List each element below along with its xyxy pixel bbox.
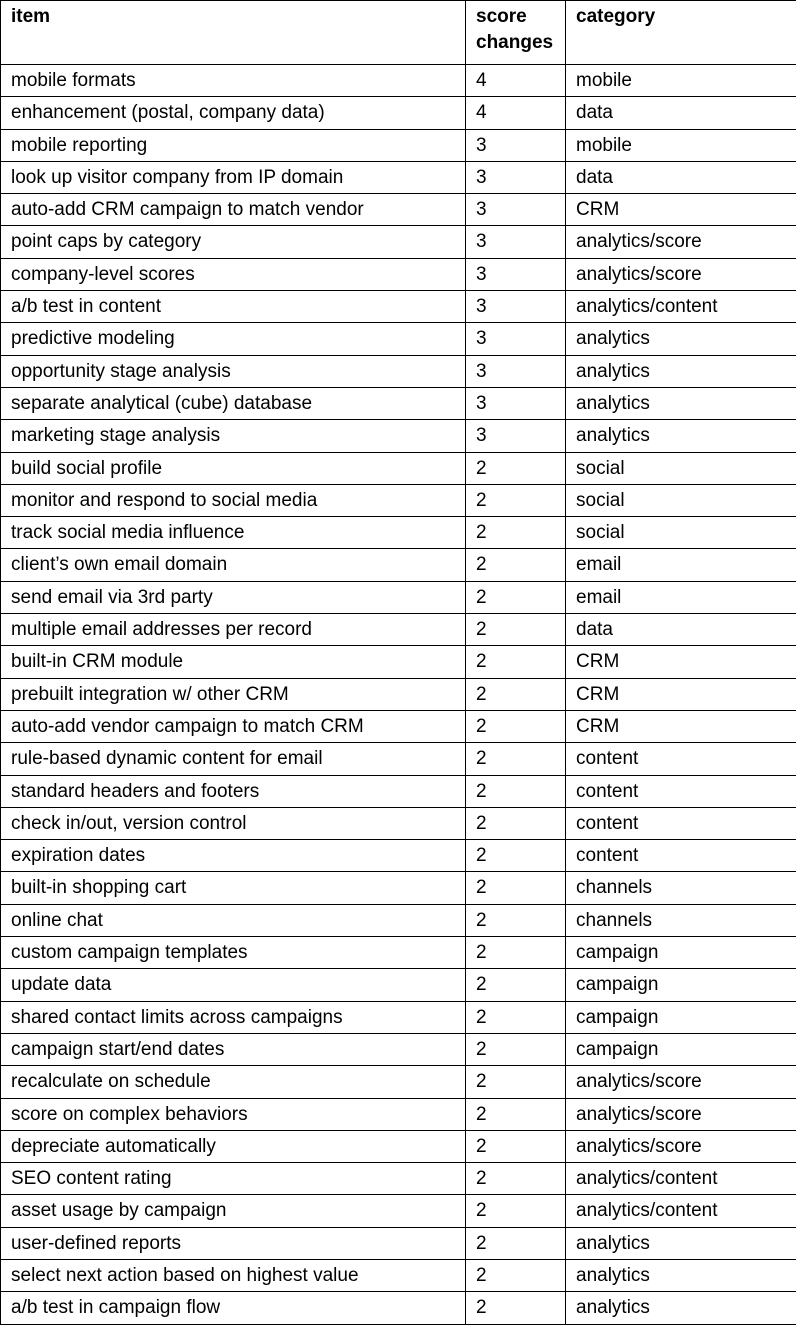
cell-score-changes: 2 — [466, 517, 566, 549]
cell-score-changes: 2 — [466, 549, 566, 581]
table-row — [1, 1227, 796, 1259]
table-row — [1, 484, 796, 516]
cell-item: look up visitor company from IP domain — [1, 161, 466, 193]
cell-score-changes: 2 — [466, 646, 566, 678]
cell-category: campaign — [566, 969, 796, 1001]
cell-item: auto-add CRM campaign to match vendor — [1, 194, 466, 226]
table-row — [1, 355, 796, 387]
cell-category: content — [566, 775, 796, 807]
cell-item: company-level scores — [1, 258, 466, 290]
cell-item: marketing stage analysis — [1, 420, 466, 452]
cell-category: data — [566, 614, 796, 646]
cell-item: mobile reporting — [1, 129, 466, 161]
cell-item: built-in shopping cart — [1, 872, 466, 904]
table-row — [1, 387, 796, 419]
table-row — [1, 872, 796, 904]
cell-item: standard headers and footers — [1, 775, 466, 807]
cell-category: content — [566, 743, 796, 775]
cell-score-changes: 2 — [466, 775, 566, 807]
cell-item: shared contact limits across campaigns — [1, 1001, 466, 1033]
cell-score-changes: 2 — [466, 1033, 566, 1065]
cell-item: recalculate on schedule — [1, 1066, 466, 1098]
table-row — [1, 1292, 796, 1324]
cell-category: CRM — [566, 194, 796, 226]
cell-item: predictive modeling — [1, 323, 466, 355]
cell-score-changes: 2 — [466, 1001, 566, 1033]
table-row — [1, 129, 796, 161]
cell-score-changes: 2 — [466, 872, 566, 904]
cell-score-changes: 3 — [466, 129, 566, 161]
cell-score-changes: 4 — [466, 65, 566, 97]
table-row — [1, 1066, 796, 1098]
cell-score-changes: 3 — [466, 258, 566, 290]
cell-category: analytics/content — [566, 1195, 796, 1227]
cell-category: social — [566, 452, 796, 484]
header-item: item — [1, 1, 466, 65]
cell-score-changes: 2 — [466, 1227, 566, 1259]
cell-item: prebuilt integration w/ other CRM — [1, 678, 466, 710]
cell-item: asset usage by campaign — [1, 1195, 466, 1227]
table-row — [1, 646, 796, 678]
cell-item: score on complex behaviors — [1, 1098, 466, 1130]
cell-category: analytics — [566, 1227, 796, 1259]
cell-score-changes: 2 — [466, 840, 566, 872]
cell-category: mobile — [566, 129, 796, 161]
cell-item: user-defined reports — [1, 1227, 466, 1259]
cell-category: data — [566, 161, 796, 193]
cell-score-changes: 2 — [466, 1292, 566, 1324]
table-row — [1, 258, 796, 290]
cell-item: separate analytical (cube) database — [1, 387, 466, 419]
table-row — [1, 226, 796, 258]
cell-category: campaign — [566, 937, 796, 969]
cell-score-changes: 2 — [466, 1130, 566, 1162]
table-row — [1, 161, 796, 193]
cell-category: CRM — [566, 678, 796, 710]
table-row — [1, 420, 796, 452]
table-row — [1, 614, 796, 646]
table-body — [1, 65, 796, 1325]
cell-score-changes: 2 — [466, 452, 566, 484]
cell-category: email — [566, 549, 796, 581]
cell-category: channels — [566, 872, 796, 904]
table-row — [1, 1163, 796, 1195]
cell-category: analytics/content — [566, 291, 796, 323]
cell-category: analytics/score — [566, 1130, 796, 1162]
cell-category: campaign — [566, 1033, 796, 1065]
cell-item: multiple email addresses per record — [1, 614, 466, 646]
cell-score-changes: 3 — [466, 161, 566, 193]
table-row — [1, 1259, 796, 1291]
table-row — [1, 1001, 796, 1033]
cell-item: update data — [1, 969, 466, 1001]
cell-category: CRM — [566, 646, 796, 678]
cell-category: email — [566, 581, 796, 613]
cell-item: send email via 3rd party — [1, 581, 466, 613]
cell-score-changes: 2 — [466, 1098, 566, 1130]
table-row — [1, 710, 796, 742]
cell-category: analytics — [566, 323, 796, 355]
table-row — [1, 291, 796, 323]
cell-score-changes: 2 — [466, 1066, 566, 1098]
cell-category: campaign — [566, 1001, 796, 1033]
cell-item: online chat — [1, 904, 466, 936]
cell-category: social — [566, 517, 796, 549]
cell-item: auto-add vendor campaign to match CRM — [1, 710, 466, 742]
cell-item: enhancement (postal, company data) — [1, 97, 466, 129]
cell-item: track social media influence — [1, 517, 466, 549]
table-row — [1, 452, 796, 484]
cell-item: monitor and respond to social media — [1, 484, 466, 516]
cell-score-changes: 2 — [466, 904, 566, 936]
cell-item: expiration dates — [1, 840, 466, 872]
cell-score-changes: 3 — [466, 291, 566, 323]
table-row — [1, 323, 796, 355]
cell-score-changes: 2 — [466, 807, 566, 839]
cell-score-changes: 2 — [466, 614, 566, 646]
table-row — [1, 1195, 796, 1227]
cell-category: content — [566, 807, 796, 839]
cell-category: analytics — [566, 1259, 796, 1291]
cell-item: select next action based on highest value — [1, 1259, 466, 1291]
cell-item: custom campaign templates — [1, 937, 466, 969]
cell-score-changes: 2 — [466, 1195, 566, 1227]
cell-item: built-in CRM module — [1, 646, 466, 678]
cell-category: social — [566, 484, 796, 516]
table-row — [1, 194, 796, 226]
table-row — [1, 775, 796, 807]
table-row — [1, 1130, 796, 1162]
cell-score-changes: 3 — [466, 387, 566, 419]
cell-score-changes: 2 — [466, 678, 566, 710]
table-row — [1, 65, 796, 97]
cell-item: client’s own email domain — [1, 549, 466, 581]
table-row — [1, 517, 796, 549]
table-row — [1, 678, 796, 710]
cell-item: build social profile — [1, 452, 466, 484]
table-row — [1, 581, 796, 613]
header-category: category — [566, 1, 796, 65]
cell-category: channels — [566, 904, 796, 936]
table-row — [1, 549, 796, 581]
cell-score-changes: 2 — [466, 581, 566, 613]
cell-item: opportunity stage analysis — [1, 355, 466, 387]
cell-score-changes: 2 — [466, 937, 566, 969]
cell-score-changes: 4 — [466, 97, 566, 129]
cell-item: a/b test in campaign flow — [1, 1292, 466, 1324]
cell-category: data — [566, 97, 796, 129]
cell-score-changes: 3 — [466, 323, 566, 355]
table-row — [1, 969, 796, 1001]
cell-item: point caps by category — [1, 226, 466, 258]
cell-category: content — [566, 840, 796, 872]
cell-category: analytics/score — [566, 258, 796, 290]
cell-score-changes: 3 — [466, 226, 566, 258]
table-row — [1, 807, 796, 839]
table-row — [1, 937, 796, 969]
table-header — [1, 1, 796, 65]
cell-score-changes: 2 — [466, 969, 566, 1001]
cell-score-changes: 3 — [466, 194, 566, 226]
cell-score-changes: 3 — [466, 420, 566, 452]
cell-item: mobile formats — [1, 65, 466, 97]
cell-item: check in/out, version control — [1, 807, 466, 839]
table-row — [1, 840, 796, 872]
cell-item: a/b test in content — [1, 291, 466, 323]
table-row — [1, 904, 796, 936]
cell-category: analytics — [566, 387, 796, 419]
table-row — [1, 97, 796, 129]
cell-category: analytics/score — [566, 1066, 796, 1098]
table-row — [1, 1033, 796, 1065]
cell-score-changes: 2 — [466, 1259, 566, 1291]
cell-category: analytics — [566, 1292, 796, 1324]
table-row — [1, 743, 796, 775]
cell-score-changes: 2 — [466, 1163, 566, 1195]
cell-category: analytics/score — [566, 226, 796, 258]
header-row — [1, 1, 796, 65]
table-row — [1, 1098, 796, 1130]
cell-item: rule-based dynamic content for email — [1, 743, 466, 775]
cell-category: analytics/content — [566, 1163, 796, 1195]
cell-item: campaign start/end dates — [1, 1033, 466, 1065]
cell-score-changes: 2 — [466, 743, 566, 775]
cell-score-changes: 2 — [466, 484, 566, 516]
header-score-changes: score changes — [466, 1, 566, 65]
cell-category: analytics — [566, 420, 796, 452]
cell-item: SEO content rating — [1, 1163, 466, 1195]
cell-category: CRM — [566, 710, 796, 742]
cell-category: analytics — [566, 355, 796, 387]
cell-category: mobile — [566, 65, 796, 97]
cell-category: analytics/score — [566, 1098, 796, 1130]
cell-score-changes: 3 — [466, 355, 566, 387]
cell-item: depreciate automatically — [1, 1130, 466, 1162]
cell-score-changes: 2 — [466, 710, 566, 742]
